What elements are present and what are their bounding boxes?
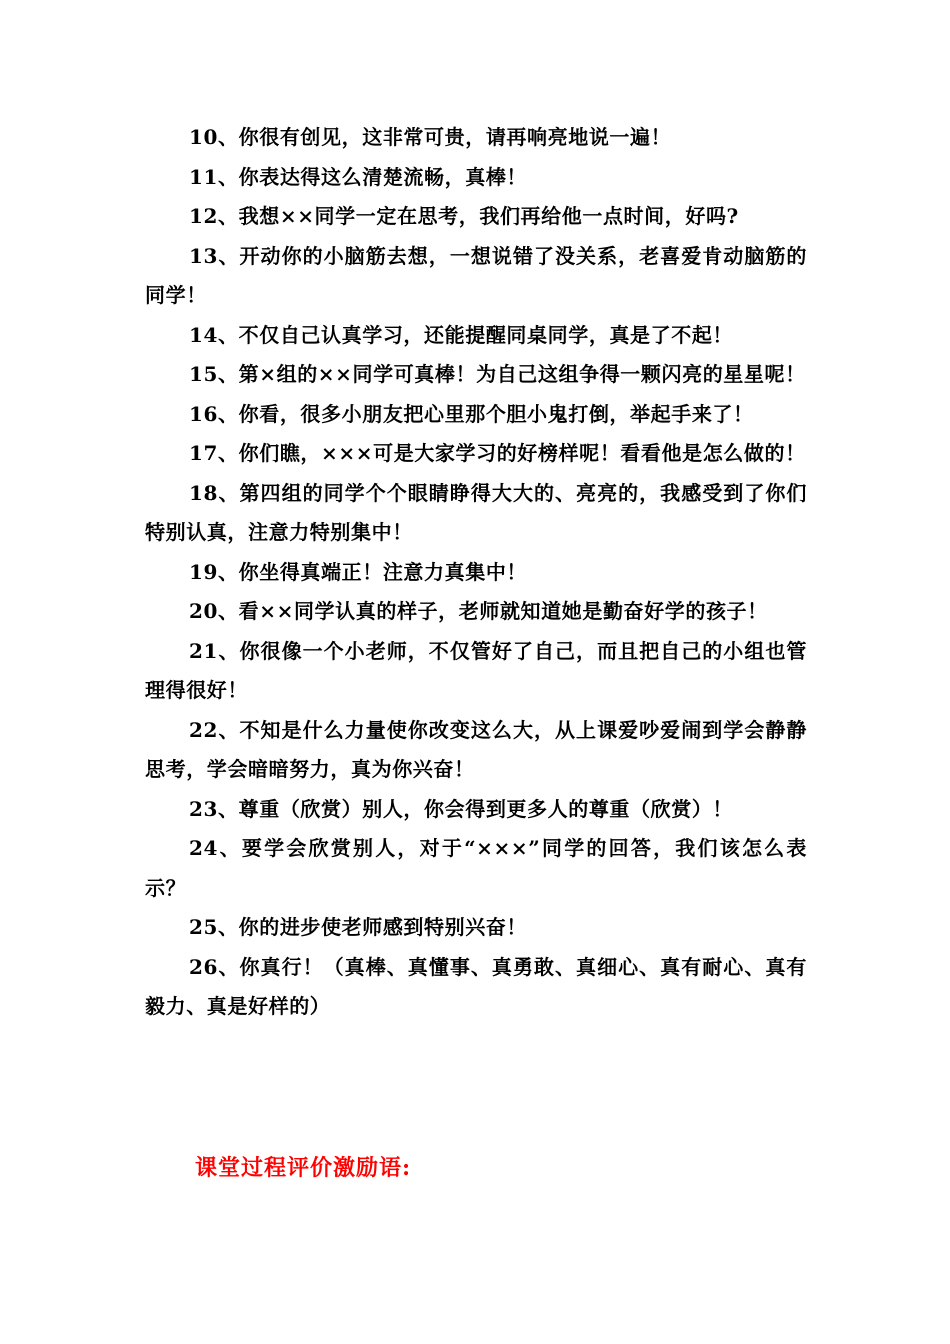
- encouragement-list: [145, 118, 807, 1027]
- list-item: 26、你真行！（真棒、真懂事、真勇敢、真细心、真有耐心、真有毅力、真是好样的）: [145, 954, 807, 1018]
- list-item: 16、你看，很多小朋友把心里那个胆小鬼打倒，举起手来了！: [189, 401, 754, 426]
- list-item: 20、看××同学认真的样子，老师就知道她是勤奋好学的孩子！: [189, 599, 768, 623]
- list-item: 13、开动你的小脑筋去想，一想说错了没关系，老喜爱肯动脑筋的同学！: [145, 243, 807, 307]
- list-item: 23、尊重（欣赏）别人，你会得到更多人的尊重（欣赏）！: [189, 796, 734, 821]
- list-item: 22、不知是什么力量使你改变这么大，从上课爱吵爱闹到学会静静思考，学会暗暗努力，真为你兴奋！: [145, 717, 807, 781]
- list-item: 18、第四组的同学个个眼睛睁得大大的、亮亮的，我感受到了你们特别认真，注意力特别集中！: [145, 480, 807, 544]
- list-item: 25、你的进步使老师感到特别兴奋！: [189, 915, 528, 939]
- list-item: 24、要学会欣赏别人，对于“×××”同学的回答，我们该怎么表示？: [145, 836, 807, 900]
- list-item: 21、你很像一个小老师，不仅管好了自己，而且把自己的小组也管理得很好！: [145, 638, 807, 702]
- list-item: 11、你表达得这么清楚流畅，真棒！: [189, 164, 528, 189]
- section-heading: 课堂过程评价激励语:: [195, 1155, 412, 1181]
- list-item: 14、不仅自己认真学习，还能提醒同桌同学，真是了不起！: [189, 322, 734, 347]
- list-item: 10、你很有创见，这非常可贵，请再响亮地说一遍！: [189, 125, 672, 149]
- list-item: 19、你坐得真端正！注意力真集中！: [189, 559, 528, 584]
- list-item: 17、你们瞧，×××可是大家学习的好榜样呢！看看他是怎么做的！: [189, 441, 806, 465]
- list-item: 12、我想××同学一定在思考，我们再给他一点时间，好吗?: [189, 204, 739, 228]
- list-item: 15、第×组的××同学可真棒！为自己这组争得一颗闪亮的星星呢！: [189, 362, 806, 386]
